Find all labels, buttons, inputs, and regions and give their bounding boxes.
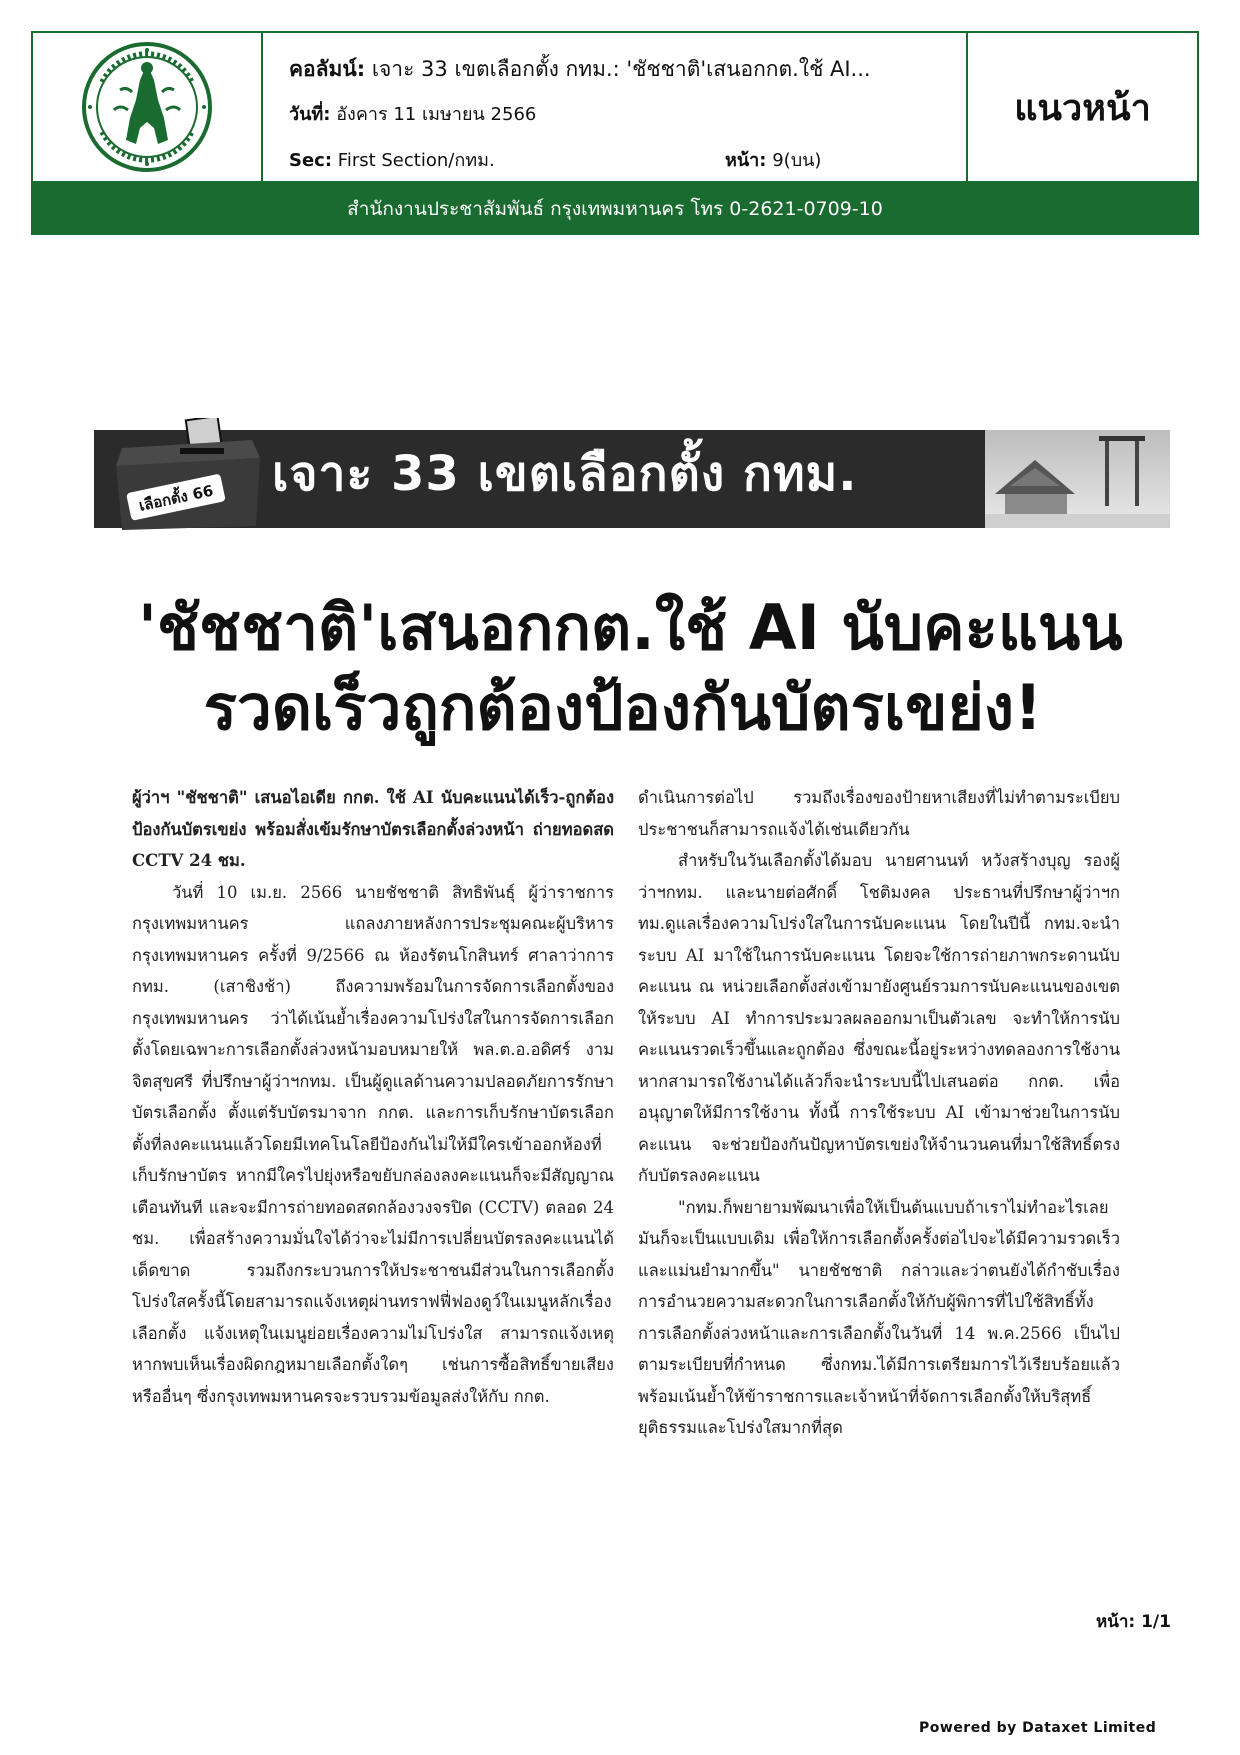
article-paragraph-3: สำหรับในวันเลือกตั้งได้มอบ นายศานนท์ หวังสร้างบุญ รองผู้ว่าฯกทม. และนายต่อศักดิ์ โชติมงคล ประธานที่ปรึกษาผู้ว่าฯกทม.ดูแลเรื่องความโปร่งใสในการนับคะแนน โดยในปีนี้ กทม.จะนำระบบ AI มาใช้ในการนับคะแนน โดยจะใช้การถ่ายภาพกระดานนับคะแนน ณ หน่วยเลือกตั้งส่งเข้ามายังศูนย์รวมการนับคะแนนของเขต ให้ระบบ AI ทำการประมวลผลออกมาเป็นตัวเลข จะทำให้การนับคะแนนรวดเร็วขึ้นและถูกต้อง ซึ่งขณะนี้อยู่ระหว่างทดลองการใช้งาน หากสามารถใช้งานได้แล้วก็จะนำระบบนี้ไปเสนอต่อ กกต. เพื่ออนุญาตให้มีการใช้งาน ทั้งนี้ การใช้ระบบ AI เข้ามาช่วยในการนับคะแนน จะช่วยป้องกันปัญหาบัตรเขย่งให้จำนวนคนที่มาใช้สิทธิ์ตรงกับบัตรลงคะแนน <box>638 851 1120 1185</box>
sec-value: First Section/กทม. <box>337 150 495 171</box>
powered-by: Powered by Dataxet Limited <box>919 1720 1157 1736</box>
article-paragraph-4: "กทม.ก็พยายามพัฒนาเพื่อให้เป็นต้นแบบถ้าเราไม่ทำอะไรเลยมันก็จะเป็นแบบเดิม เพื่อให้การเลือกตั้งครั้งต่อไปจะได้มีความรวดเร็วและแม่นยำมากขึ้น" นายชัชชาติ กล่าวและว่าตนยังได้กำชับเรื่องการอำนวยความสะดวกในการเลือกตั้งให้กับผู้พิการที่ไปใช้สิทธิ์ทั้งการเลือกตั้งล่วงหน้าและการเลือกตั้งในวันที่ 14 พ.ค.2566 เป็นไปตามระเบียบที่กำหนด ซึ่งกทม.ได้มีการเตรียมการไว้เรียบร้อยแล้ว พร้อมเน้นย้ำให้ข้าราชการและเจ้าหน้าที่จัดการเลือกตั้งให้บริสุทธิ์ยุติธรรมและโปร่งใสมากที่สุด <box>638 1197 1120 1437</box>
article-paragraph-2: ดำเนินการต่อไป รวมถึงเรื่องของป้ายหาเสียงที่ไม่ทำตามระเบียบประชาชนก็สามารถแจ้งได้เช่นเดียวกัน <box>638 788 1120 839</box>
section-title: เจาะ 33 เขตเลือกตั้ง กทม. <box>272 446 858 502</box>
page-row <box>725 145 821 174</box>
headline-line-1: 'ชัชชาติ'เสนอกกต.ใช้ AI นับคะแนน <box>138 591 1123 664</box>
article-lead: ผู้ว่าฯ "ชัชชาติ" เสนอไอเดีย กกต. ใช้ AI นับคะแนนได้เร็ว-ถูกต้อง ป้องกันบัตรเขย่ง พร้อมสั่งเข้มรักษาบัตรเลือกตั้งล่วงหน้า ถ่ายทอดสด CCTV 24 ชม. <box>132 788 614 870</box>
article-paragraph-1: วันที่ 10 เม.ย. 2566 นายชัชชาติ สิทธิพันธุ์ ผู้ว่าราชการกรุงเทพมหานคร แถลงภายหลังการประชุมคณะผู้บริหารกรุงเทพมหานคร ครั้งที่ 9/2566 ณ ห้องรัตนโกสินทร์ ศาลาว่าการ กทม. (เสาชิงช้า) ถึงความพร้อมในการจัดการเลือกตั้งของกรุงเทพมหานคร ว่าได้เน้นย้ำเรื่องความโปร่งใสในการจัดการเลือกตั้งโดยเฉพาะการเลือกตั้งล่วงหน้ามอบหมายให้ พล.ต.อ.อดิศร์ งามจิตสุขศรี ที่ปรึกษาผู้ว่าฯกทม. เป็นผู้ดูแลด้านความปลอดภัยการรักษาบัตรเลือกตั้ง ตั้งแต่รับบัตรมาจาก กกต. และการเก็บรักษาบัตรเลือกตั้งที่ลงคะแนนแล้วโดยมีเทคโนโลยีป้องกันไม่ให้มีใครเข้าออกห้องที่เก็บรักษาบัตร หากมีใครไปยุ่งหรือขยับกล่องลงคะแนนก็จะมีสัญญาณเตือนทันที และจะมีการถ่ายทอดสดกล้องวงจรปิด (CCTV) ตลอด 24 ชม. เพื่อสร้างความมั่นใจได้ว่าจะไม่มีการเปลี่ยนบัตรลงคะแนนได้เด็ดขาด รวมถึงกระบวนการให้ประชาชนมีส่วนในการเลือกตั้งโปร่งใสครั้งนี้โดยสามารถแจ้งเหตุผ่านทราฟฟี่ฟองดูว์ในเมนูหลักเรื่องเลือกตั้ง แจ้งเหตุในเมนูย่อยเรื่องความไม่โปร่งใส สามารถแจ้งเหตุ หากพบเห็นเรื่องผิดกฎหมายเลือกตั้งใดๆ เช่นการซื้อสิทธิ์ขายเสียง หรืออื่นๆ ซึ่งกรุงเทพมหานครจะรวบรวมข้อมูลส่งให้กับ กกต. <box>132 882 614 1406</box>
meta-info <box>263 33 968 181</box>
contact-banner: สำนักงานประชาสัมพันธ์ กรุงเทพมหานคร โทร 0-2621-0709-10 <box>31 183 1199 235</box>
article-column-right <box>638 782 1120 1444</box>
date-row <box>289 99 536 128</box>
page-value: 9(บน) <box>772 150 822 171</box>
ballot-box-icon <box>112 418 262 530</box>
column-value: เจาะ 33 เขตเลือกตั้ง กทม.: 'ชัชชาติ'เสนอกกต.ใช้ AI... <box>371 57 871 81</box>
sec-label: Sec: <box>289 150 333 171</box>
column-label: คอลัมน์: <box>289 57 366 81</box>
column-row <box>289 53 871 86</box>
page-number-value: 1/1 <box>1141 1612 1171 1632</box>
temple-photo <box>985 430 1170 528</box>
page-number-label: หน้า: <box>1096 1612 1136 1632</box>
page-number <box>1096 1608 1171 1635</box>
logo-cell <box>33 33 263 181</box>
document-header <box>31 31 1199 183</box>
category-label: แนวหน้า <box>1014 87 1151 129</box>
bma-seal-logo <box>80 40 214 174</box>
page-label: หน้า: <box>725 150 767 171</box>
headline-line-2: รวดเร็วถูกต้องป้องกันบัตรเขย่ง! <box>203 671 1043 744</box>
date-label: วันที่: <box>289 104 331 125</box>
section-row <box>289 145 495 174</box>
section-badge: เลือกตั้ง 66 <box>137 481 215 515</box>
article-column-left <box>132 782 614 1412</box>
date-value: อังคาร 11 เมษายน 2566 <box>336 104 537 125</box>
